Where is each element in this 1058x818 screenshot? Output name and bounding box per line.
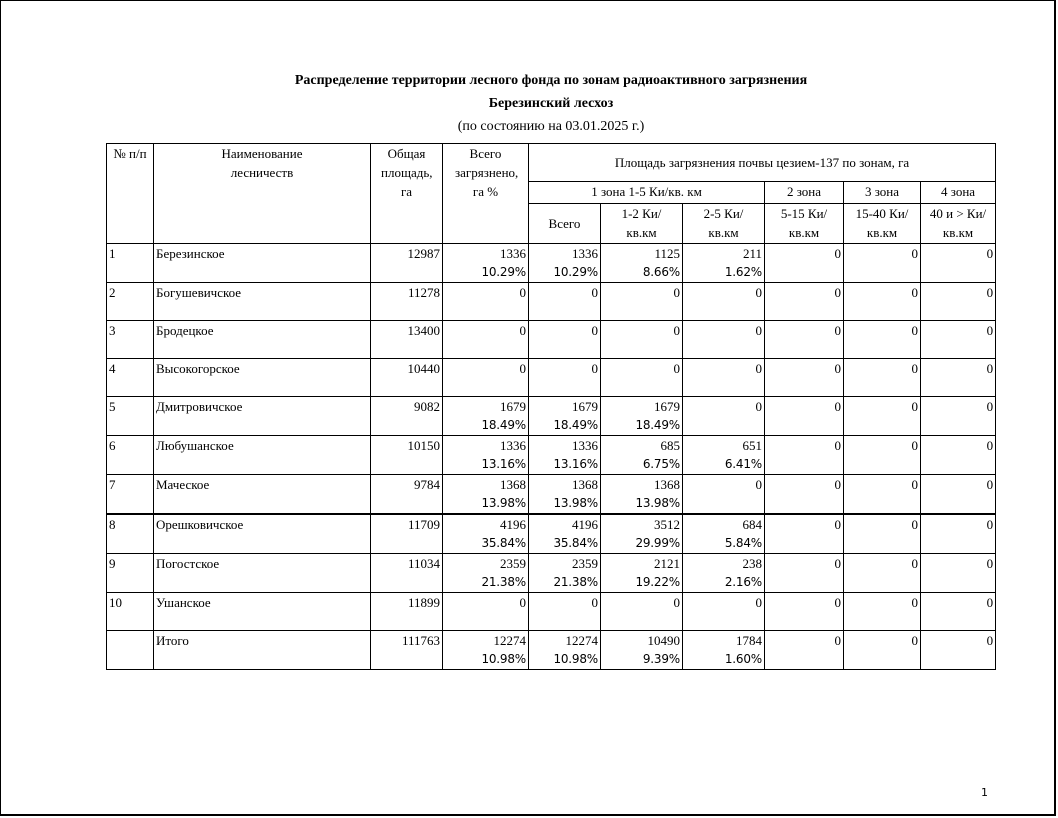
header-z4: 40 и > Ки/кв.км (921, 204, 996, 244)
zone1-total-percent: 10.98% (553, 652, 598, 666)
zone1-total (529, 554, 601, 593)
zone4 (921, 514, 996, 554)
total-area-value: 13400 (407, 323, 440, 338)
zone1-total-value: 0 (591, 323, 598, 338)
zone1-b-value: 211 (742, 246, 762, 261)
zone1-a-value: 10490 (647, 633, 680, 648)
zone4 (921, 283, 996, 321)
zone2 (765, 514, 844, 554)
zone1-a-percent: 13.98% (635, 496, 680, 510)
table-row (107, 593, 996, 631)
document-title: Распределение территории лесного фонда по зонам радиоактивного загрязнения (294, 73, 808, 88)
zone1-a (601, 283, 683, 321)
contaminated-value: 1679 (500, 399, 526, 414)
row-number (107, 321, 154, 359)
zone1-a (601, 244, 683, 283)
zone3-value: 0 (911, 246, 918, 261)
zone1-total-value: 0 (591, 595, 598, 610)
row-number-value: 1 (109, 246, 116, 261)
zone2 (765, 554, 844, 593)
zone1-a (601, 397, 683, 436)
zone4-value: 0 (986, 517, 994, 532)
total-area-value: 9082 (414, 399, 440, 414)
contaminated-percent: 10.98% (481, 652, 526, 666)
zone2 (765, 475, 844, 515)
contaminated-value: 0 (519, 285, 526, 300)
zone1-total-percent: 18.49% (553, 418, 598, 432)
zone1-total-value: 0 (591, 285, 598, 300)
row-number (107, 475, 154, 515)
zone3 (844, 475, 921, 515)
zone1-a (601, 321, 683, 359)
zone1-b-value: 651 (742, 438, 762, 453)
forestry-name-value: Итого (156, 633, 189, 648)
zone2 (765, 436, 844, 475)
total-area-value: 11278 (407, 285, 440, 300)
zone3 (844, 593, 921, 631)
row-number (107, 244, 154, 283)
header-name: Наименование лесничеств (154, 144, 371, 244)
row-number (107, 283, 154, 321)
zone1-a (601, 593, 683, 631)
zone4-value: 0 (986, 595, 994, 610)
total-area (371, 359, 443, 397)
zone4-value: 0 (986, 361, 994, 376)
header-total-area: Общая площадь, га (371, 144, 443, 244)
zone1-total-percent: 10.29% (553, 265, 598, 279)
zone1-total (529, 244, 601, 283)
forestry-name-value: Богушевичское (156, 285, 242, 300)
date-line: (по состоянию на 03.01.2025 г.) (457, 119, 645, 134)
page-number: 1 (981, 786, 988, 799)
contaminated-value: 2359 (500, 556, 526, 571)
zone1-b-percent: 6.41% (724, 457, 762, 471)
zone1-a-percent: 18.49% (635, 418, 680, 432)
zone1-b-percent: 1.62% (724, 265, 762, 279)
zone3-value: 0 (911, 556, 918, 571)
zone4 (921, 397, 996, 436)
zone4 (921, 593, 996, 631)
zone2 (765, 397, 844, 436)
row-number (107, 554, 154, 593)
total-area (371, 244, 443, 283)
zone1-total-percent: 13.16% (553, 457, 598, 471)
zone1-total (529, 514, 601, 554)
table-row (107, 514, 996, 554)
zone2 (765, 593, 844, 631)
zone2-value: 0 (834, 323, 841, 338)
zone1-total-value: 2359 (572, 556, 598, 571)
forestry-name-value: Бродецкое (156, 323, 214, 338)
zone1-a-percent: 6.75% (642, 457, 680, 471)
zone4 (921, 554, 996, 593)
table-row (107, 631, 996, 670)
zone3 (844, 283, 921, 321)
table-row (107, 554, 996, 593)
contamination-table (106, 143, 996, 670)
total-area-value: 10150 (407, 438, 440, 453)
zone2 (765, 631, 844, 670)
zone1-total-value: 1336 (572, 246, 598, 261)
contaminated-value: 0 (519, 361, 526, 376)
header-zone2: 2 зона (765, 182, 844, 204)
contaminated (443, 514, 529, 554)
zone1-a (601, 359, 683, 397)
forestry-name (154, 554, 371, 593)
forestry-name-value: Погостское (156, 556, 220, 571)
zone1-a (601, 631, 683, 670)
zone4 (921, 244, 996, 283)
contaminated (443, 359, 529, 397)
zone2 (765, 283, 844, 321)
contaminated (443, 283, 529, 321)
zone1-a-percent: 19.22% (635, 575, 680, 589)
zone1-total-percent: 13.98% (553, 496, 598, 510)
header-zone3: 3 зона (844, 182, 921, 204)
table-row (107, 321, 996, 359)
forestry-name (154, 283, 371, 321)
zone4-value: 0 (986, 556, 994, 571)
zone4-value: 0 (986, 438, 994, 453)
row-number (107, 397, 154, 436)
total-area-value: 10440 (407, 361, 440, 376)
zone3-value: 0 (911, 595, 918, 610)
total-area (371, 397, 443, 436)
zone1-a (601, 436, 683, 475)
contaminated-value: 12274 (493, 633, 526, 648)
zone1-b-value: 0 (755, 361, 762, 376)
zone1-total-value: 4196 (572, 517, 598, 532)
zone4 (921, 359, 996, 397)
zone1-total (529, 475, 601, 515)
zone1-total (529, 631, 601, 670)
zone4-value: 0 (986, 633, 994, 648)
total-area (371, 436, 443, 475)
zone1-b (683, 554, 765, 593)
row-number (107, 593, 154, 631)
forestry-name (154, 321, 371, 359)
total-area-value: 11899 (407, 595, 440, 610)
contaminated-value: 1336 (500, 246, 526, 261)
contaminated (443, 593, 529, 631)
contaminated (443, 436, 529, 475)
zone2-value: 0 (834, 285, 841, 300)
zone1-a-value: 0 (673, 595, 680, 610)
zone4-value: 0 (986, 323, 994, 338)
zone1-b-value: 238 (742, 556, 762, 571)
contaminated-value: 4196 (500, 517, 526, 532)
zone2-value: 0 (834, 438, 841, 453)
zone1-total (529, 397, 601, 436)
zone1-a-value: 1679 (654, 399, 680, 414)
zone2 (765, 359, 844, 397)
zone3 (844, 436, 921, 475)
zone4-value: 0 (986, 246, 994, 261)
zone3 (844, 321, 921, 359)
contaminated (443, 321, 529, 359)
row-number-value: 6 (109, 438, 116, 453)
zone1-total (529, 436, 601, 475)
row-number-value: 5 (109, 399, 116, 414)
zone2 (765, 321, 844, 359)
zone1-b (683, 631, 765, 670)
contaminated-value: 1368 (500, 477, 526, 492)
contaminated-percent: 13.98% (481, 496, 526, 510)
row-number (107, 631, 154, 670)
zone3-value: 0 (911, 399, 918, 414)
header-z1-b: 2-5 Ки/кв.км (683, 204, 765, 244)
row-number-value: 7 (109, 477, 116, 492)
row-number (107, 514, 154, 554)
total-area-value: 11034 (407, 556, 440, 571)
zone1-total-value: 1679 (572, 399, 598, 414)
zone1-a-percent: 9.39% (642, 652, 680, 666)
zone1-a (601, 514, 683, 554)
zone3-value: 0 (911, 517, 918, 532)
zone2-value: 0 (834, 361, 841, 376)
row-number-value: 4 (109, 361, 116, 376)
zone4 (921, 631, 996, 670)
zone3 (844, 554, 921, 593)
zone1-b (683, 436, 765, 475)
contaminated (443, 631, 529, 670)
total-area (371, 283, 443, 321)
total-area-value: 11709 (407, 517, 440, 532)
header-zone4: 4 зона (921, 182, 996, 204)
forestry-name (154, 593, 371, 631)
forestry-name-value: Дмитровичское (156, 399, 243, 414)
zone1-b (683, 475, 765, 515)
zone3 (844, 244, 921, 283)
zone3-value: 0 (911, 438, 918, 453)
row-number (107, 436, 154, 475)
total-area (371, 631, 443, 670)
forestry-name-value: Маческое (156, 477, 210, 492)
contaminated (443, 475, 529, 515)
contaminated (443, 554, 529, 593)
zone4 (921, 475, 996, 515)
contaminated-value: 0 (519, 323, 526, 338)
table-row (107, 359, 996, 397)
total-area (371, 593, 443, 631)
zone3-value: 0 (911, 477, 918, 492)
zone1-total (529, 283, 601, 321)
forestry-name (154, 631, 371, 670)
zone2 (765, 244, 844, 283)
forestry-name-value: Березинское (156, 246, 225, 261)
contaminated (443, 397, 529, 436)
header-z1-a: 1-2 Ки/кв.км (601, 204, 683, 244)
zone1-a (601, 475, 683, 515)
zone1-b (683, 359, 765, 397)
contaminated (443, 244, 529, 283)
forestry-name (154, 514, 371, 554)
row-number-value: 3 (109, 323, 116, 338)
zone1-b (683, 593, 765, 631)
zone1-b-value: 0 (755, 285, 762, 300)
table-row (107, 436, 996, 475)
zone1-a-value: 1368 (654, 477, 680, 492)
header-contaminated: Всего загрязнено, га % (443, 144, 529, 244)
table-row (107, 244, 996, 283)
zone2-value: 0 (834, 246, 841, 261)
table-row (107, 397, 996, 436)
header-zone-area: Площадь загрязнения почвы цезием-137 по зонам, га (529, 144, 996, 182)
zone1-a-value: 0 (673, 323, 680, 338)
total-area (371, 514, 443, 554)
zone1-b-value: 0 (755, 399, 762, 414)
zone2-value: 0 (834, 517, 841, 532)
zone2-value: 0 (834, 477, 841, 492)
zone1-a-value: 2121 (654, 556, 680, 571)
zone1-b-value: 1784 (736, 633, 762, 648)
zone4-value: 0 (986, 285, 994, 300)
zone1-total-value: 1368 (572, 477, 598, 492)
zone3-value: 0 (911, 633, 918, 648)
contaminated-percent: 13.16% (481, 457, 526, 471)
total-area (371, 321, 443, 359)
zone1-total-value: 1336 (572, 438, 598, 453)
row-number-value: 2 (109, 285, 116, 300)
forestry-name (154, 397, 371, 436)
forestry-name-value: Высокогорское (156, 361, 240, 376)
table-row (107, 475, 996, 515)
document-subtitle: Березинский лесхоз (488, 96, 614, 111)
zone3 (844, 397, 921, 436)
zone3-value: 0 (911, 285, 918, 300)
zone3 (844, 359, 921, 397)
zone1-b (683, 244, 765, 283)
forestry-name (154, 475, 371, 515)
zone1-b (683, 514, 765, 554)
zone4-value: 0 (986, 399, 994, 414)
row-number-value: 9 (109, 556, 116, 571)
zone1-b-percent: 1.60% (724, 652, 762, 666)
zone1-b-percent: 5.84% (724, 536, 762, 550)
forestry-name (154, 359, 371, 397)
zone1-b-value: 684 (742, 517, 762, 532)
zone1-total-percent: 35.84% (553, 536, 598, 550)
zone4-value: 0 (986, 477, 994, 492)
row-number-value: 8 (109, 517, 116, 532)
forestry-name-value: Орешковичское (156, 517, 244, 532)
zone2-value: 0 (834, 399, 841, 414)
zone1-a-value: 0 (673, 361, 680, 376)
zone1-b-value: 0 (755, 323, 762, 338)
zone2-value: 0 (834, 556, 841, 571)
header-z2: 5-15 Ки/кв.км (765, 204, 844, 244)
zone1-a-percent: 8.66% (642, 265, 680, 279)
zone1-total (529, 321, 601, 359)
zone1-a-value: 3512 (654, 517, 680, 532)
header-z1-total: Всего (529, 204, 601, 244)
zone3 (844, 631, 921, 670)
row-number (107, 359, 154, 397)
zone1-b-value: 0 (755, 595, 762, 610)
zone1-a-percent: 29.99% (635, 536, 680, 550)
forestry-name (154, 436, 371, 475)
zone2-value: 0 (834, 595, 841, 610)
forestry-name-value: Любушанское (156, 438, 234, 453)
row-number-value: 10 (109, 595, 122, 610)
total-area (371, 475, 443, 515)
contaminated-percent: 35.84% (481, 536, 526, 550)
zone4 (921, 321, 996, 359)
contaminated-percent: 10.29% (481, 265, 526, 279)
header-zone1: 1 зона 1-5 Ки/кв. км (529, 182, 765, 204)
zone1-a-value: 685 (660, 438, 680, 453)
total-area (371, 554, 443, 593)
forestry-name (154, 244, 371, 283)
zone3-value: 0 (911, 323, 918, 338)
zone1-a-value: 0 (673, 285, 680, 300)
total-area-value: 111763 (401, 633, 440, 648)
zone1-b-percent: 2.16% (724, 575, 762, 589)
zone3-value: 0 (911, 361, 918, 376)
zone1-b-value: 0 (755, 477, 762, 492)
zone1-b (683, 397, 765, 436)
zone1-total (529, 593, 601, 631)
total-area-value: 12987 (407, 246, 440, 261)
zone4 (921, 436, 996, 475)
zone3 (844, 514, 921, 554)
contaminated-percent: 21.38% (481, 575, 526, 589)
zone2-value: 0 (834, 633, 841, 648)
forestry-name-value: Ушанское (156, 595, 211, 610)
contaminated-percent: 18.49% (481, 418, 526, 432)
zone1-total-percent: 21.38% (553, 575, 598, 589)
zone1-total (529, 359, 601, 397)
zone1-a-value: 1125 (654, 246, 680, 261)
zone1-b (683, 321, 765, 359)
total-area-value: 9784 (414, 477, 440, 492)
zone1-total-value: 12274 (565, 633, 598, 648)
header-z3: 15-40 Ки/кв.км (844, 204, 921, 244)
contaminated-value: 1336 (500, 438, 526, 453)
contaminated-value: 0 (519, 595, 526, 610)
zone1-total-value: 0 (591, 361, 598, 376)
zone1-a (601, 554, 683, 593)
zone1-b (683, 283, 765, 321)
header-num: № п/п (107, 144, 154, 244)
table-row (107, 283, 996, 321)
